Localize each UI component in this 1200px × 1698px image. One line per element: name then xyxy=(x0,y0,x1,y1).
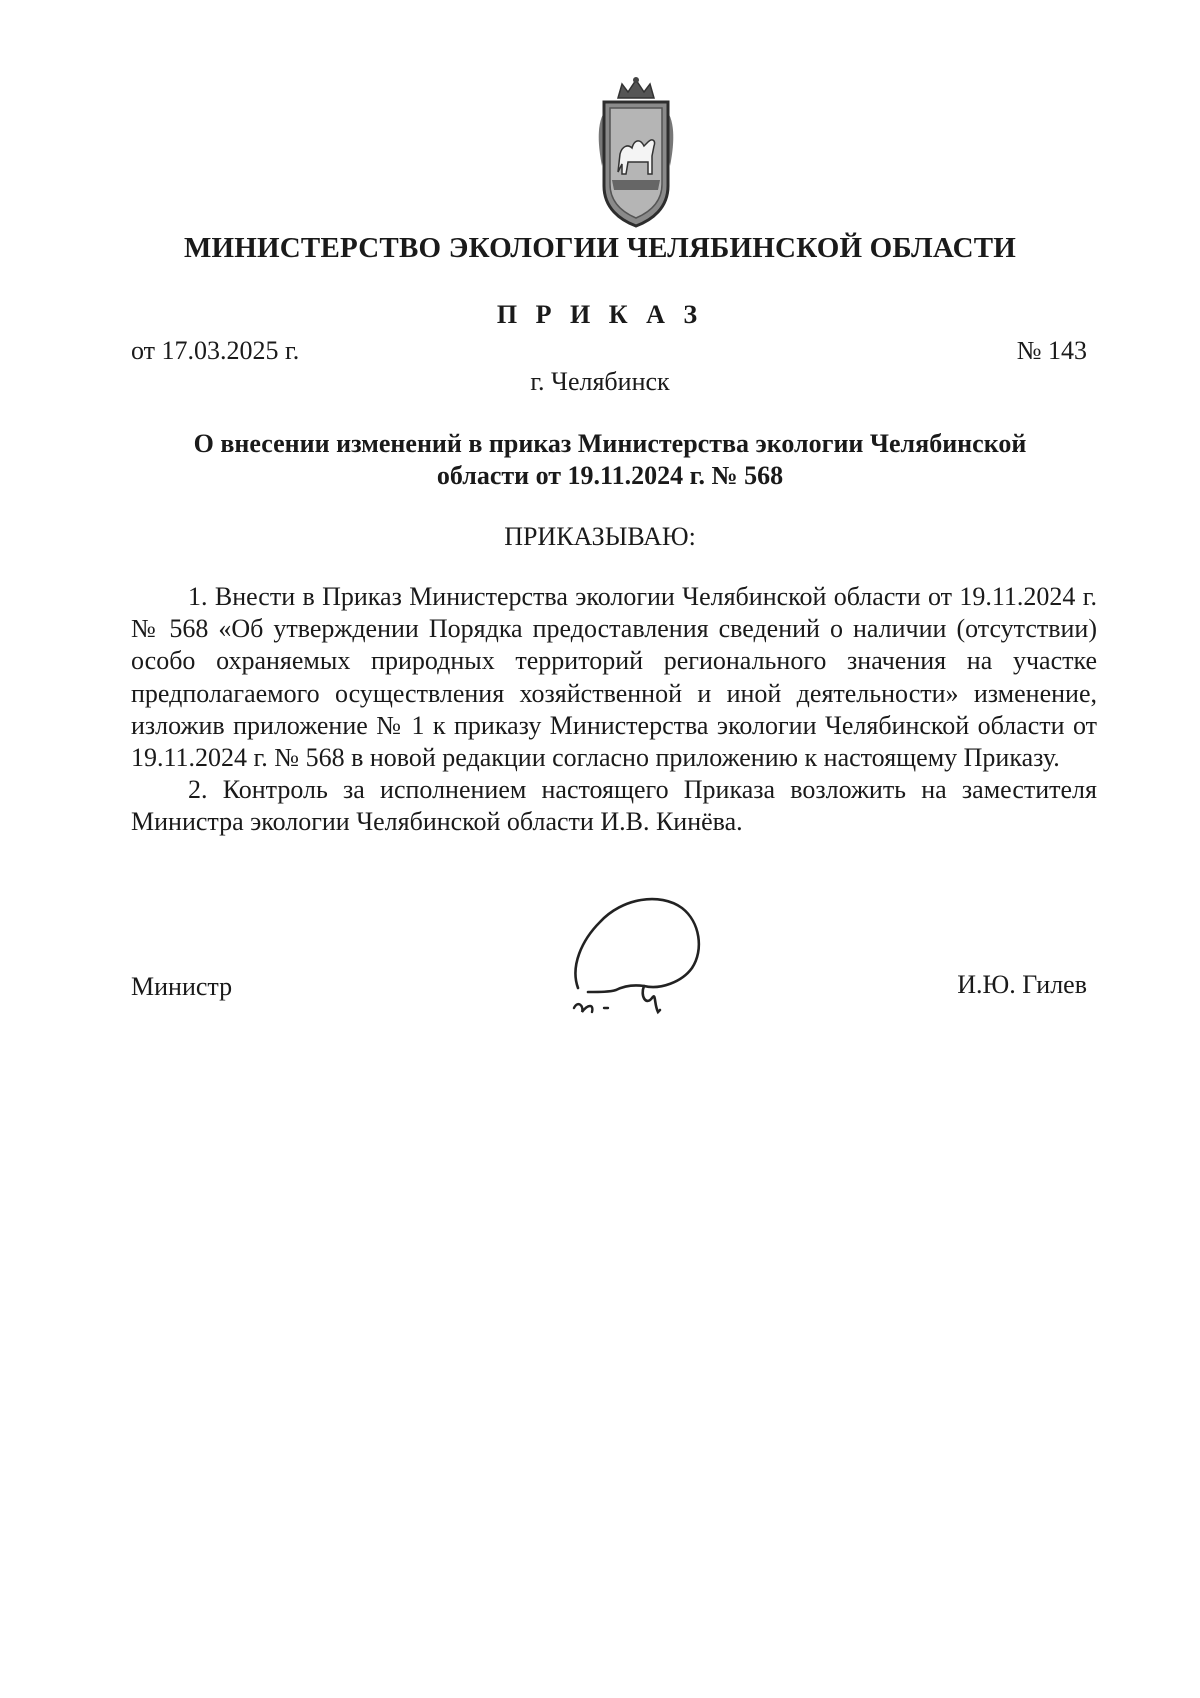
order-item: 2. Контроль за исполнением настоящего Приказа возложить на заместителя Министра экологии Челябинской области И.В. Кинёва. xyxy=(131,775,1097,837)
signature-mark xyxy=(560,880,730,1030)
order-item: 1. Внести в Приказ Министерства экологии Челябинской области от 19.11.2024 г. № 568 «Об утверждении Порядка предоставления сведений о наличии (отсутствии) особо охраняемых природных территорий регионального значения на участке предполагаемого осуществления хозяйственной и иной деятельности» изменение, изложив приложение № 1 к приказу Министерства экологии Челябинской области от 19.11.2024 г. № 568 в новой редакции согласно приложению к настоящему Приказу. xyxy=(131,582,1097,773)
signatory-name: И.Ю. Гилев xyxy=(957,970,1087,999)
directive-heading: ПРИКАЗЫВАЮ: xyxy=(504,522,696,551)
coat-of-arms-icon xyxy=(588,76,684,230)
subject-line: О внесении изменений в приказ Министерства экологии Челябинской xyxy=(193,429,1027,458)
order-date: от 17.03.2025 г. xyxy=(131,336,300,365)
order-subject xyxy=(140,428,1080,492)
subject-line: области от 19.11.2024 г. № 568 xyxy=(436,461,784,490)
order-body xyxy=(131,581,1097,839)
order-city: г. Челябинск xyxy=(530,367,670,396)
ministry-title: МИНИСТЕРСТВО ЭКОЛОГИИ ЧЕЛЯБИНСКОЙ ОБЛАСТИ xyxy=(183,232,1017,264)
document-type: П Р И К А З xyxy=(496,300,704,329)
order-number: № 143 xyxy=(1016,336,1087,365)
signatory-role: Министр xyxy=(131,972,233,1001)
